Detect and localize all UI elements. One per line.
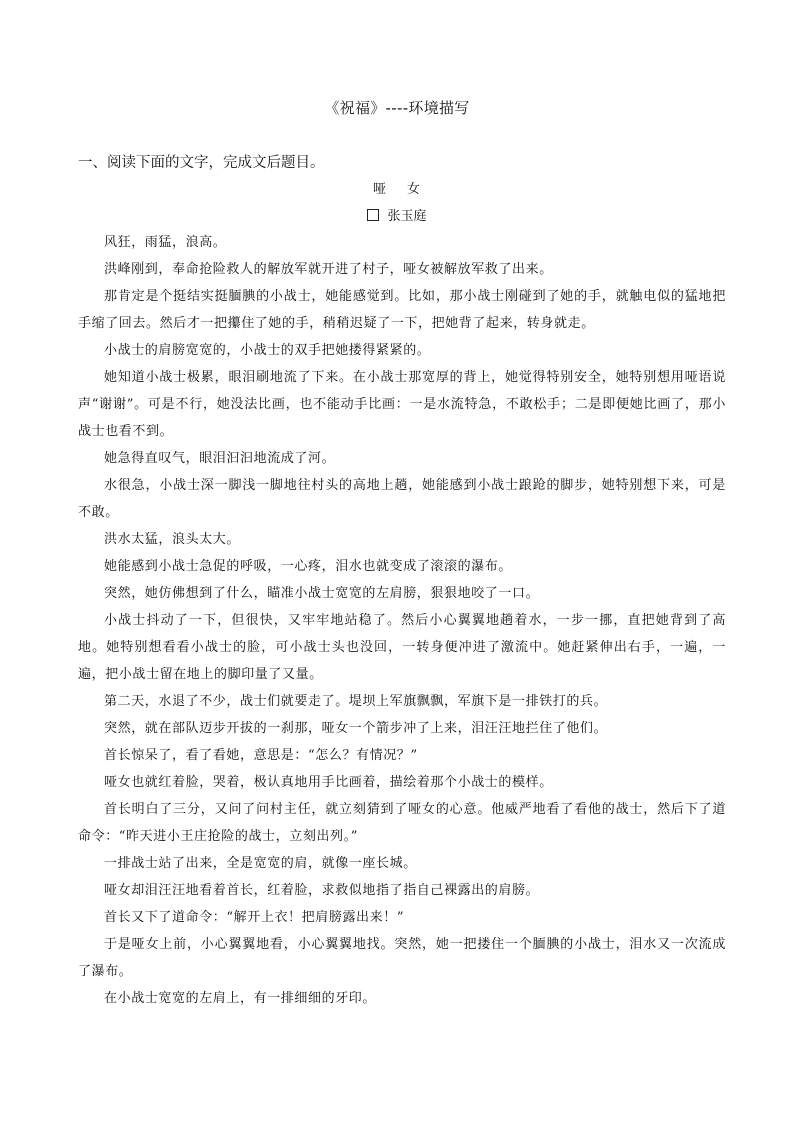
story-paragraph: 她知道小战士极累，眼泪刷地流了下来。在小战士那宽厚的背上，她觉得特别安全，她特别想用哑语说声“谢谢”。可是不行，她没法比画，也不能动手比画：一是水流特急，不敢松手；二是即便她比画了，那小战士也看不到。 [78,370,726,439]
story-paragraph: 首长明白了三分，又问了问村主任，就立刻猜到了哑女的心意。他威严地看了看他的战士，然后下了道命令：“昨天进小王庄抢险的战士，立刻出列。” [78,802,726,844]
story-title-char-1: 哑 [372,182,387,197]
empty-box-icon [367,209,379,221]
story-paragraph: 首长又下了道命令：“解开上衣！把肩膀露出来！” [104,910,405,925]
author-line [0,205,794,224]
story-paragraph: 一排战士站了出来，全是宽宽的肩，就像一座长城。 [104,856,417,871]
story-paragraph: 她急得直叹气，眼泪汩汩地流成了河。 [104,451,336,466]
story-paragraph: 风狂，雨猛，浪高。 [104,235,227,250]
story-paragraph: 那肯定是个挺结实挺腼腆的小战士，她能感觉到。比如，那小战士刚碰到了她的手，就触电似的猛地把手缩了回去。然后才一把攥住了她的手，稍稍迟疑了一下，把她背了起来，转身就走。 [78,289,726,331]
section-heading: 一、阅读下面的文字，完成文后题目。 [78,155,325,171]
document-title: 《祝福》----环境描写 [324,99,470,117]
story-title-char-2: 女 [407,182,422,197]
story-paragraph: 突然，她仿佛想到了什么，瞄准小战士宽宽的左肩膀，狠狠地咬了一口。 [104,586,540,601]
story-paragraph: 突然，就在部队迈步开拔的一刹那，哑女一个箭步冲了上来，泪汪汪地拦住了他们。 [104,721,608,736]
story-paragraph: 哑女却泪汪汪地看着首长，红着脸，求救似地指了指自己裸露出的肩膀。 [104,883,540,898]
story-paragraph: 她能感到小战士急促的呼吸，一心疼，泪水也就变成了滚滚的瀑布。 [104,559,513,574]
story-paragraph: 哑女也就红着脸，哭着，极认真地用手比画着，描绘着那个小战士的模样。 [104,775,553,790]
author-name: 张玉庭 [387,209,427,224]
story-paragraph: 洪峰刚到，奉命抢险救人的解放军就开进了村子，哑女被解放军救了出来。 [104,262,553,277]
story-paragraph: 第二天，水退了不少，战士们就要走了。堤坝上军旗飘飘，军旗下是一排铁打的兵。 [104,694,608,709]
story-paragraph: 小战士的肩膀宽宽的，小战士的双手把她搂得紧紧的。 [104,343,431,358]
story-body [78,229,726,1012]
story-paragraph: 在小战士宽宽的左肩上，有一排细细的牙印。 [104,991,377,1006]
story-paragraph: 水很急，小战士深一脚浅一脚地往村头的高地上趟，她能感到小战士踉跄的脚步，她特别想下来，可是不敢。 [78,478,726,520]
story-title [0,178,794,197]
story-paragraph: 于是哑女上前，小心翼翼地看，小心翼翼地找。突然，她一把搂住一个腼腆的小战士，泪水又一次流成了瀑布。 [78,937,726,979]
story-paragraph: 首长惊呆了，看了看她，意思是：“怎么？有情况？” [104,748,418,763]
story-paragraph: 洪水太猛，浪头太大。 [104,532,241,547]
story-paragraph: 小战士抖动了一下，但很快，又牢牢地站稳了。然后小心翼翼地趟着水，一步一挪，直把她背到了高地。她特别想看看小战士的脸，可小战士头也没回，一转身便冲进了激流中。她赶紧伸出右手，一遍，一遍，把小战士留在地上的脚印量了又量。 [78,613,726,682]
